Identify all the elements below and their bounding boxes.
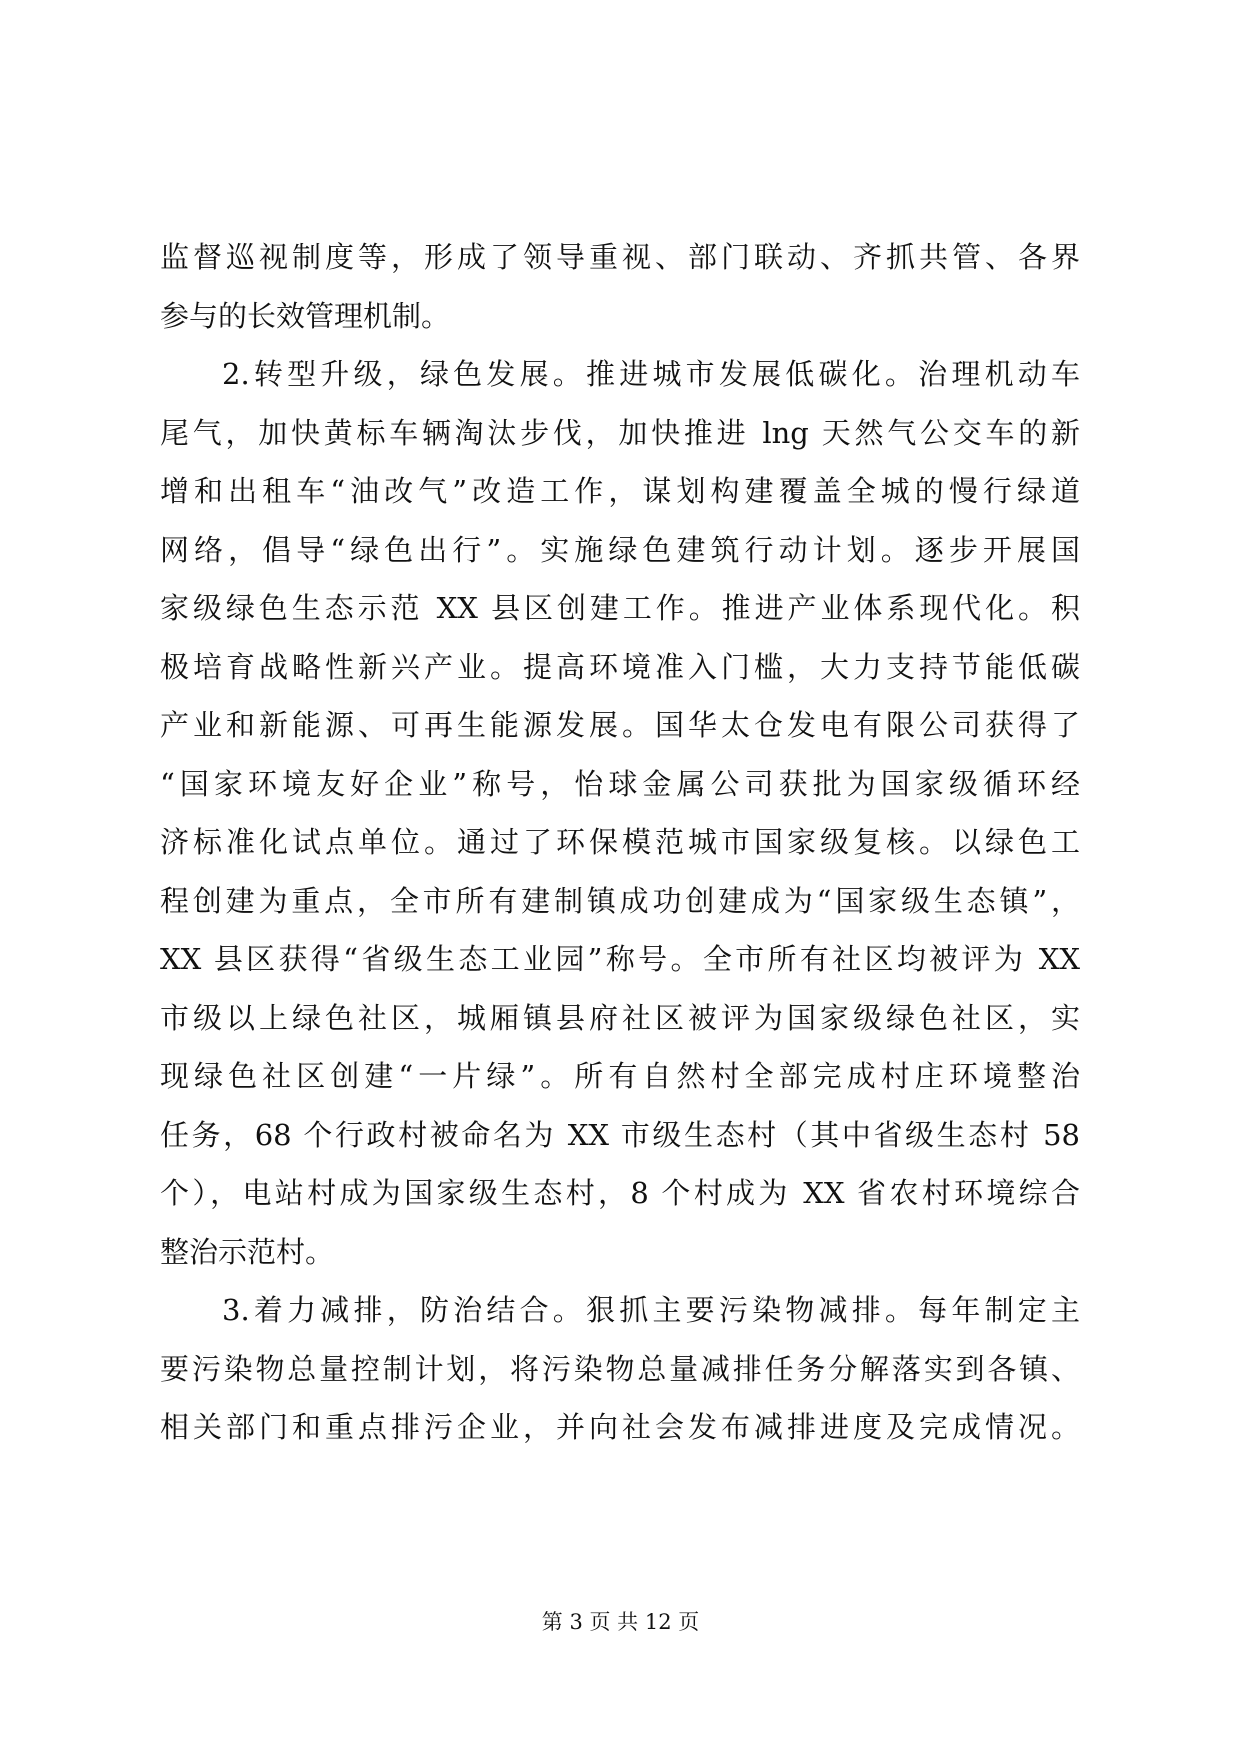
text-line: “国家环境友好企业”称号，怡球金属公司获批为国家级循环经 xyxy=(160,766,1080,801)
text-line: 济标准化试点单位。通过了环保模范城市国家级复核。以绿色工 xyxy=(160,825,1080,859)
text-line: 整治示范村。 xyxy=(160,1234,335,1269)
paragraph-start-line: 3.着力减排，防治结合。狠抓主要污染物减排。每年制定主 xyxy=(222,1293,1080,1327)
text-line: 极培育战略性新兴产业。提高环境准入门槛，大力支持节能低碳 xyxy=(160,649,1080,684)
page-number-footer: 第 3 页 共 12 页 xyxy=(541,1610,700,1634)
text-line: 程创建为重点，全市所有建制镇成功创建成为“国家级生态镇”， xyxy=(160,883,1080,918)
text-line: 网络，倡导“绿色出行”。实施绿色建筑行动计划。逐步开展国 xyxy=(160,532,1080,567)
text-line: 增和出租车“油改气”改造工作，谋划构建覆盖全城的慢行绿道 xyxy=(160,474,1080,508)
text-line: 要污染物总量控制计划，将污染物总量减排任务分解落实到各镇、 xyxy=(160,1351,1080,1386)
paragraph-start-line: 2.转型升级，绿色发展。推进城市发展低碳化。治理机动车 xyxy=(222,357,1080,391)
text-line: 个），电站村成为国家级生态村，8 个村成为 XX 省农村环境综合 xyxy=(160,1176,1080,1210)
text-line: 参与的长效管理机制。 xyxy=(160,298,451,333)
text-line: 市级以上绿色社区，城厢镇县府社区被评为国家级绿色社区，实 xyxy=(160,1000,1080,1035)
text-line: 相关部门和重点排污企业，并向社会发布减排进度及完成情况。 xyxy=(160,1410,1080,1444)
text-line: 家级绿色生态示范 XX 县区创建工作。推进产业体系现代化。积 xyxy=(160,591,1080,625)
text-line: 监督巡视制度等，形成了领导重视、部门联动、齐抓共管、各界 xyxy=(160,240,1080,274)
text-line: 任务，68 个行政村被命名为 XX 市级生态村（其中省级生态村 58 xyxy=(160,1117,1080,1152)
text-line: XX 县区获得“省级生态工业园”称号。全市所有社区均被评为 XX xyxy=(160,942,1080,976)
text-line: 尾气，加快黄标车辆淘汰步伐，加快推进 lng 天然气公交车的新 xyxy=(160,415,1080,450)
text-line: 产业和新能源、可再生能源发展。国华太仓发电有限公司获得了 xyxy=(160,708,1080,742)
text-line: 现绿色社区创建“一片绿”。所有自然村全部完成村庄环境整治 xyxy=(160,1059,1080,1093)
document-body xyxy=(160,228,1080,1457)
